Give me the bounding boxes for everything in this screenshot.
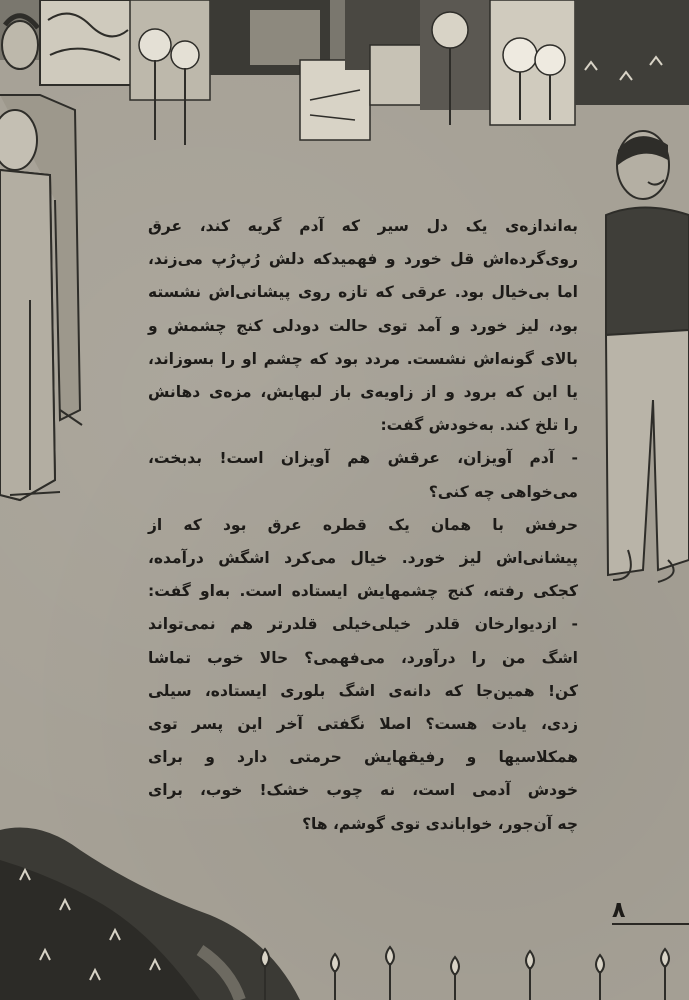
page-number-rule (612, 923, 689, 925)
text-line: اشگ من را درآورد، می‌فهمی؟ حالا خوب تماشا (148, 648, 578, 667)
text-line: اما بی‌خیال بود. عرقی که تازه روی پیشانی‌اش نشسته (148, 283, 578, 302)
text-line: روی‌گرده‌اش قل خورد و فهمیدکه دلش رُپ‌رُپ می‌زند، (148, 250, 578, 269)
bottom-plants-illustration (240, 945, 689, 1000)
dialogue-paragraph (148, 608, 578, 840)
text-line: بالای گونه‌اش نشست. مردد بود که چشم او را بسوزاند، (148, 349, 578, 368)
text-line: خودش آدمی است، نه چوب خشک! خوب، برای (148, 781, 578, 800)
left-figure-illustration (0, 0, 95, 520)
text-line: به‌اندازه‌ی یک دل سیر که آدم گریه کند، عرق (148, 217, 578, 235)
top-illustration-collage (0, 0, 689, 150)
dialogue-paragraph (148, 442, 578, 508)
paragraph (148, 509, 578, 609)
text-line: بود، لیز خورد و آمد توی حالت دودلی کنج چشمش و (148, 316, 578, 335)
text-line: را تلخ کند. به‌خودش گفت: (380, 416, 578, 435)
story-text (148, 210, 578, 841)
text-line: می‌خواهی چه کنی؟ (428, 482, 578, 501)
text-line: چه آن‌جور، خواباندی توی گوشم، ها؟ (302, 814, 578, 833)
text-line: کن! همین‌جا که دانه‌ی اشگ بلوری ایستاده، سیلی (148, 681, 578, 700)
text-line: حرفش با همان یک قطره عرق بود که از (148, 515, 578, 534)
text-line: - آدم آویزان، عرقش هم آویزان است! بدبخت، (148, 449, 578, 468)
text-line: - ازدیوارخان قلدر خیلی‌خیلی قلدرتر هم نمی‌تواند (148, 615, 578, 634)
text-line: پیشانی‌اش لیز خورد. خیال می‌کرد اشگش درآمده، (148, 549, 578, 568)
text-line: یا این که برود و از زاویه‌ی باز لبهایش، مزه‌ی دهانش (148, 383, 578, 402)
paragraph (148, 210, 578, 442)
text-line: کجکی رفته، کنج چشمهایش ایستاده است. به‌او گفت: (148, 582, 578, 601)
text-line: زدی، یادت هست؟ اصلا نگفتی آخر این پسر توی (148, 715, 578, 734)
text-line: همکلاسیها و رفیقهایش حرمتی دارد و برای (148, 748, 578, 767)
page-number: ۸ (612, 898, 626, 923)
right-figure-illustration (598, 120, 689, 590)
